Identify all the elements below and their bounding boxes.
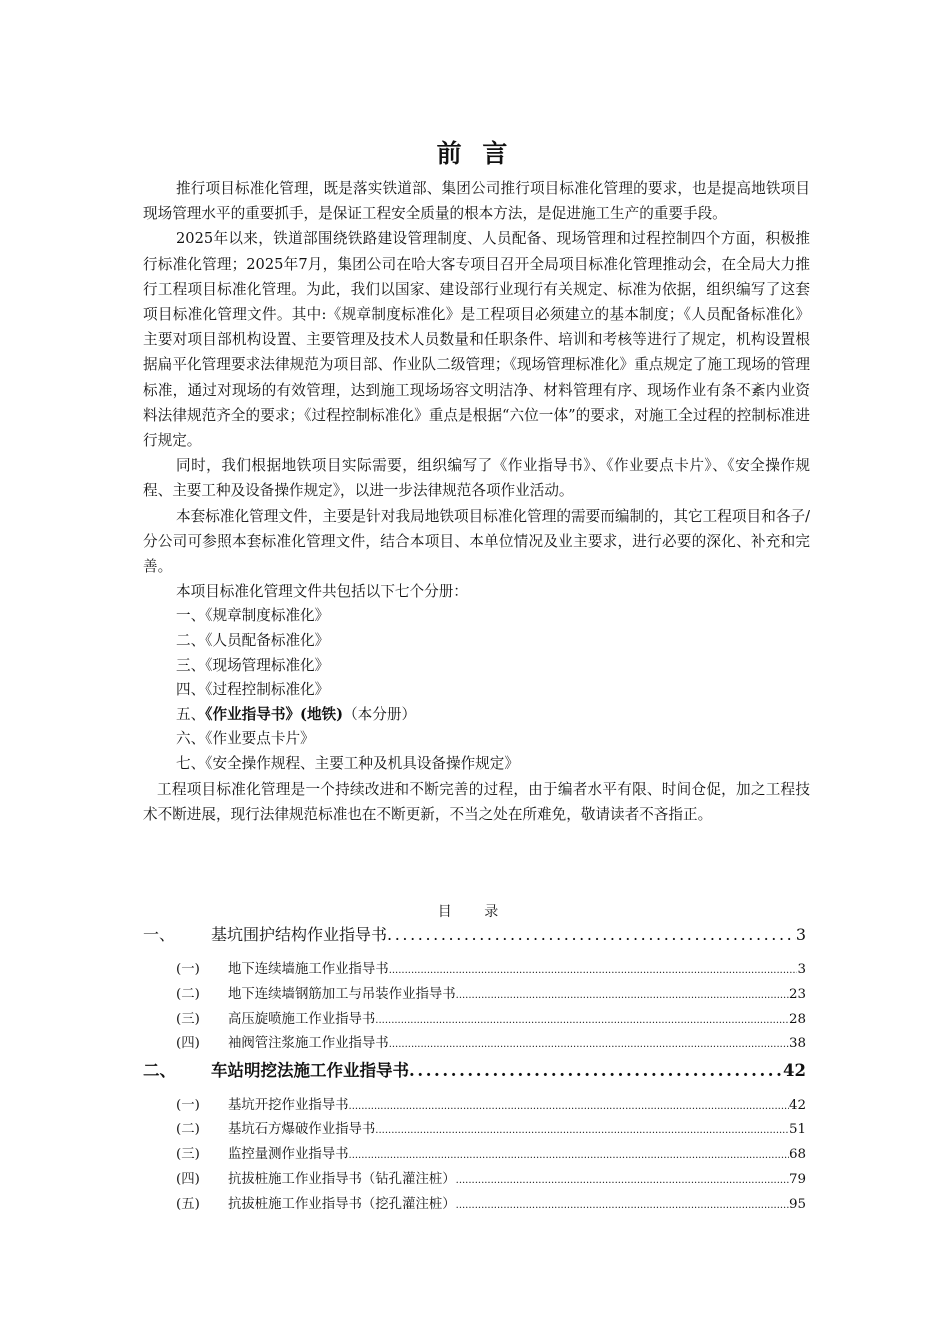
volume-note: （本分册） <box>343 705 417 723</box>
toc-leader-dots <box>375 1015 789 1026</box>
toc-entry-label: 地下连续墙钢筋加工与吊装作业指导书 <box>228 987 456 1002</box>
preface-body <box>143 176 810 827</box>
paragraph-1: 推行项目标准化管理，既是落实铁道部、集团公司推行项目标准化管理的要求，也是提高地铁项目现场管理水平的重要抓手，是保证工程安全质量的根本方法，是促进施工生产的重要手段。 <box>143 180 810 223</box>
toc-entry-num: (四) <box>176 1172 200 1187</box>
toc-leader-dots <box>456 1200 789 1211</box>
toc-entry[interactable] <box>143 958 806 977</box>
toc-entry-num: (四) <box>176 1036 200 1051</box>
toc-leader-dots <box>409 1061 783 1080</box>
toc-entry-label: 地下连续墙施工作业指导书 <box>228 962 389 977</box>
volume-item: 四、《过程控制标准化》 <box>176 681 330 699</box>
toc-entry-num: (一) <box>176 1098 200 1113</box>
closing-paragraph: 工程项目标准化管理是一个持续改进和不断完善的过程，由于编者水平有限、时间仓促，加之工程技术不断进展，现行法律规范标准也在不断更新，不当之处在所难免，敬请读者不吝指正。 <box>143 780 810 823</box>
volume-item: 七、《安全操作规程、主要工种及机具设备操作规定》 <box>176 755 519 773</box>
volume-item: 一、《规章制度标准化》 <box>176 607 330 625</box>
toc-entry-label: 基坑开挖作业指导书 <box>228 1098 349 1113</box>
page-title: 前 言 <box>436 139 514 168</box>
toc-entry-num: (五) <box>176 1197 200 1212</box>
volume-prefix: 五、 <box>176 705 206 723</box>
paragraph-4: 本套标准化管理文件，主要是针对我局地铁项目标准化管理的需要而编制的，其它工程项目和各子/分公司可参照本套标准化管理文件，结合本项目、本单位情况及业主要求，进行必要的深化、补充和完善。 <box>143 507 810 576</box>
toc-leader-dots <box>389 965 798 976</box>
paragraph-2: 2025年以来，铁道部围绕铁路建设管理制度、人员配备、现场管理和过程控制四个方面，积极推行标准化管理；2025年7月，集团公司在哈大客专项目召开全局项目标准化管理推动会，在全局大力推行工程项目标准化管理。为此，我们以国家、建设部行业现行有关规定、标准为依据，组织编写了这套项目标准化管理文件。其中:《规章制度标准化》是工程项目必须建立的基本制度；《人员配备标准化》主要对项目部机构设置、主要管理及技术人员数量和任职条件、培训和考核等进行了规定，机构设置根据扁平化管理要求法律规范为项目部、作业队二级管理；《现场管理标准化》重点规定了施工现场的管理标准，通过对现场的有效管理，达到施工现场场容文明洁净、材料管理有序、现场作业有条不紊内业资料法律规范齐全的要求；《过程控制标准化》重点是根据“六位一体”的要求，对施工全过程的控制标准进行规定。 <box>143 230 810 450</box>
volume-item: 六、《作业要点卡片》 <box>176 730 315 748</box>
toc-page-number: 23 <box>788 987 806 1002</box>
volume-item: 二、《人员配备标准化》 <box>176 632 330 650</box>
toc-entry-num: (三) <box>176 1147 200 1162</box>
toc-entry-num: (三) <box>176 1012 200 1027</box>
toc-chapter-num: 二、 <box>143 1061 176 1080</box>
toc-entry[interactable] <box>143 983 806 1002</box>
toc-chapter-num: 一、 <box>143 925 176 944</box>
toc-leader-dots <box>456 1175 789 1186</box>
toc-page-number: 3 <box>797 962 806 977</box>
toc-page-number: 3 <box>795 925 806 944</box>
toc-entry-label: 高压旋喷施工作业指导书 <box>228 1012 376 1027</box>
toc-leader-dots <box>375 1125 789 1136</box>
toc-entry-label: 袖阀管注浆施工作业指导书 <box>228 1036 389 1051</box>
volume-name: 《作业指导书》(地铁) <box>205 705 344 723</box>
toc-entry-num: (一) <box>176 962 200 977</box>
toc-entry-num: (二) <box>176 1122 200 1137</box>
volume-item-current <box>143 703 810 728</box>
toc-entry[interactable] <box>143 1118 806 1137</box>
toc-page-number: 42 <box>783 1061 806 1080</box>
paragraph-3: 同时，我们根据地铁项目实际需要，组织编写了《作业指导书》、《作业要点卡片》、《安全操作规程、主要工种及设备操作规定》，以进一步法律规范各项作业活动。 <box>143 457 810 500</box>
toc-title: 目 录 <box>437 904 513 920</box>
toc-entry[interactable] <box>143 1094 806 1113</box>
toc-page-number: 68 <box>788 1147 806 1162</box>
toc-entry-num: (二) <box>176 987 200 1002</box>
toc-entry[interactable] <box>143 1168 806 1187</box>
toc-leader-dots <box>349 1150 789 1161</box>
toc-chapter-label: 车站明挖法施工作业指导书 <box>211 1061 409 1080</box>
toc-entry[interactable] <box>143 1143 806 1162</box>
toc-chapter-label: 基坑围护结构作业指导书 <box>211 925 388 944</box>
toc-entry[interactable] <box>143 1032 806 1051</box>
toc-leader-dots <box>456 990 789 1001</box>
toc-entry-label: 监控量测作业指导书 <box>228 1147 349 1162</box>
paragraph-5: 本项目标准化管理文件共包括以下七个分册： <box>176 583 468 601</box>
toc-chapter-2[interactable] <box>143 1057 806 1081</box>
volume-item: 三、《现场管理标准化》 <box>176 656 330 674</box>
toc-leader-dots <box>387 925 796 944</box>
toc-entry-label: 抗拔桩施工作业指导书（挖孔灌注桩） <box>228 1197 456 1212</box>
toc-leader-dots <box>389 1039 789 1050</box>
toc-entry[interactable] <box>143 1193 806 1212</box>
toc-chapter-1[interactable] <box>143 922 806 945</box>
toc-page-number: 51 <box>788 1122 806 1137</box>
toc-page-number: 28 <box>788 1012 806 1027</box>
toc-page-number: 79 <box>788 1172 806 1187</box>
toc-page-number: 42 <box>788 1098 806 1113</box>
toc-entry[interactable] <box>143 1008 806 1027</box>
toc-page-number: 38 <box>788 1036 806 1051</box>
toc-entry-label: 抗拔桩施工作业指导书（钻孔灌注桩） <box>228 1172 456 1187</box>
toc-entry-label: 基坑石方爆破作业指导书 <box>228 1122 376 1137</box>
toc-leader-dots <box>349 1101 789 1112</box>
toc-page-number: 95 <box>788 1197 806 1212</box>
